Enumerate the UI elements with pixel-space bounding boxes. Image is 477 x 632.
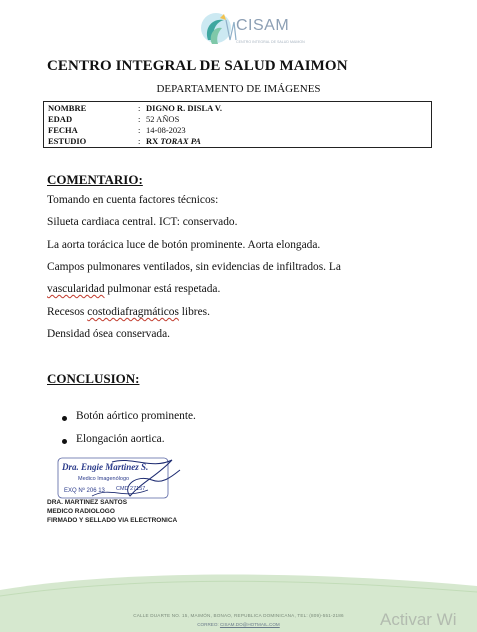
comentario-line: Tomando en cuenta factores técnicos: bbox=[47, 194, 219, 206]
info-label: NOMBRE bbox=[48, 103, 87, 113]
department-title: DEPARTAMENTO DE IMÁGENES bbox=[156, 83, 321, 95]
comentario-line: Campos pulmonares ventilados, sin evidencias de infiltrados. La bbox=[47, 261, 341, 273]
comentario-line: vascularidad pulmonar está respetada. bbox=[47, 283, 221, 295]
center-title: CENTRO INTEGRAL DE SALUD MAIMON bbox=[47, 58, 348, 74]
info-value-study-type: RX bbox=[146, 136, 159, 146]
activation-watermark: Activar Wi bbox=[380, 610, 457, 629]
comentario-line: Densidad ósea conservada. bbox=[47, 328, 171, 340]
info-value-study-name: TORAX PA bbox=[160, 136, 201, 146]
svg-text:EXQ Nº 206 13: EXQ Nº 206 13 bbox=[64, 488, 105, 494]
info-label: ESTUDIO bbox=[48, 136, 87, 146]
comentario-line: La aorta torácica luce de botón prominente. Aorta elongada. bbox=[47, 239, 321, 251]
svg-text:Dra. Engie Martinez S.: Dra. Engie Martinez S. bbox=[62, 462, 149, 472]
info-label: FECHA bbox=[48, 125, 78, 135]
comentario-line: Recesos costodiafragmáticos libres. bbox=[47, 306, 210, 318]
report-page: CISAM CENTRO INTEGRAL DE SALUD MAIMON CENTRO INTEGRAL DE SALUD MAIMON DEPARTAMENTO DE IMÁGENES NOMBRE : DIGNO R. DISLA V. EDAD : 52 AÑOS FECHA : 14-08-2023 ESTUDIO : RX TORAX PA COMENTARIO: Tomando en cuenta factores técnicos: Silueta cardiaca central. ICT: conservado. La aorta torácica luce de botón prominente. Aorta elongada. Campos pulmonares ventilados, sin evidencias de infiltrados. La vascularidad pulmonar está respetada. Recesos costodiafragmáticos libres. Densidad ósea conservada. CONCLUSION: Botón aórtico prominente. Elongación aortica. Dra. Engie Martinez S. Medico Imagenólogo EXQ Nº 206 13 CMD 27157 DRA. MARTINEZ SANTOS MEDICO RADIOLOGO FIRMADO Y SELLADO VIA ELECTRONICA CALLE DUARTE NO. 15, MAIMÓN, BONAO, REPUBLICA DOMINICANA, TEL: (809)-551-2186 CORREO: CISAM.DO@HOTMAIL.COM Activar Wi bbox=[0, 0, 477, 632]
bullet-icon bbox=[62, 416, 67, 421]
info-value: 52 AÑOS bbox=[146, 114, 180, 124]
footer-address: CALLE DUARTE NO. 15, MAIMÓN, BONAO, REPUBLICA DOMINICANA, TEL: (809)-551-2186 bbox=[133, 613, 344, 618]
spellcheck-word: vascularidad bbox=[47, 283, 105, 295]
footer-email: CORREO: CISAM.DO@HOTMAIL.COM bbox=[197, 622, 280, 627]
spellcheck-word: costodiafragmáticos bbox=[87, 306, 179, 318]
patient-info-box: NOMBRE : DIGNO R. DISLA V. EDAD : 52 AÑOS FECHA : 14-08-2023 ESTUDIO : RX TORAX PA bbox=[43, 101, 432, 148]
doctor-stamp-icon bbox=[52, 456, 186, 502]
info-value: DIGNO R. DISLA V. bbox=[146, 103, 222, 113]
logo-subtitle: CENTRO INTEGRAL DE SALUD MAIMON bbox=[236, 40, 305, 44]
signature-note: FIRMADO Y SELLADO VIA ELECTRONICA bbox=[47, 517, 178, 524]
comentario-heading: COMENTARIO: bbox=[47, 172, 143, 187]
signature-block bbox=[47, 498, 177, 525]
info-value: 14-08-2023 bbox=[146, 125, 186, 135]
bullet-icon bbox=[62, 439, 67, 444]
comentario-line: Silueta cardiaca central. ICT: conservado. bbox=[47, 216, 238, 228]
svg-text:CMD 27157: CMD 27157 bbox=[116, 486, 146, 492]
signature-name: DRA. MARTINEZ SANTOS bbox=[47, 499, 128, 506]
logo-name: CISAM bbox=[236, 17, 290, 34]
signature-title: MEDICO RADIOLOGO bbox=[47, 508, 115, 515]
conclusion-heading: CONCLUSION: bbox=[47, 371, 140, 386]
info-label: EDAD bbox=[48, 114, 73, 124]
svg-text:Medico Imagenólogo: Medico Imagenólogo bbox=[78, 476, 130, 482]
